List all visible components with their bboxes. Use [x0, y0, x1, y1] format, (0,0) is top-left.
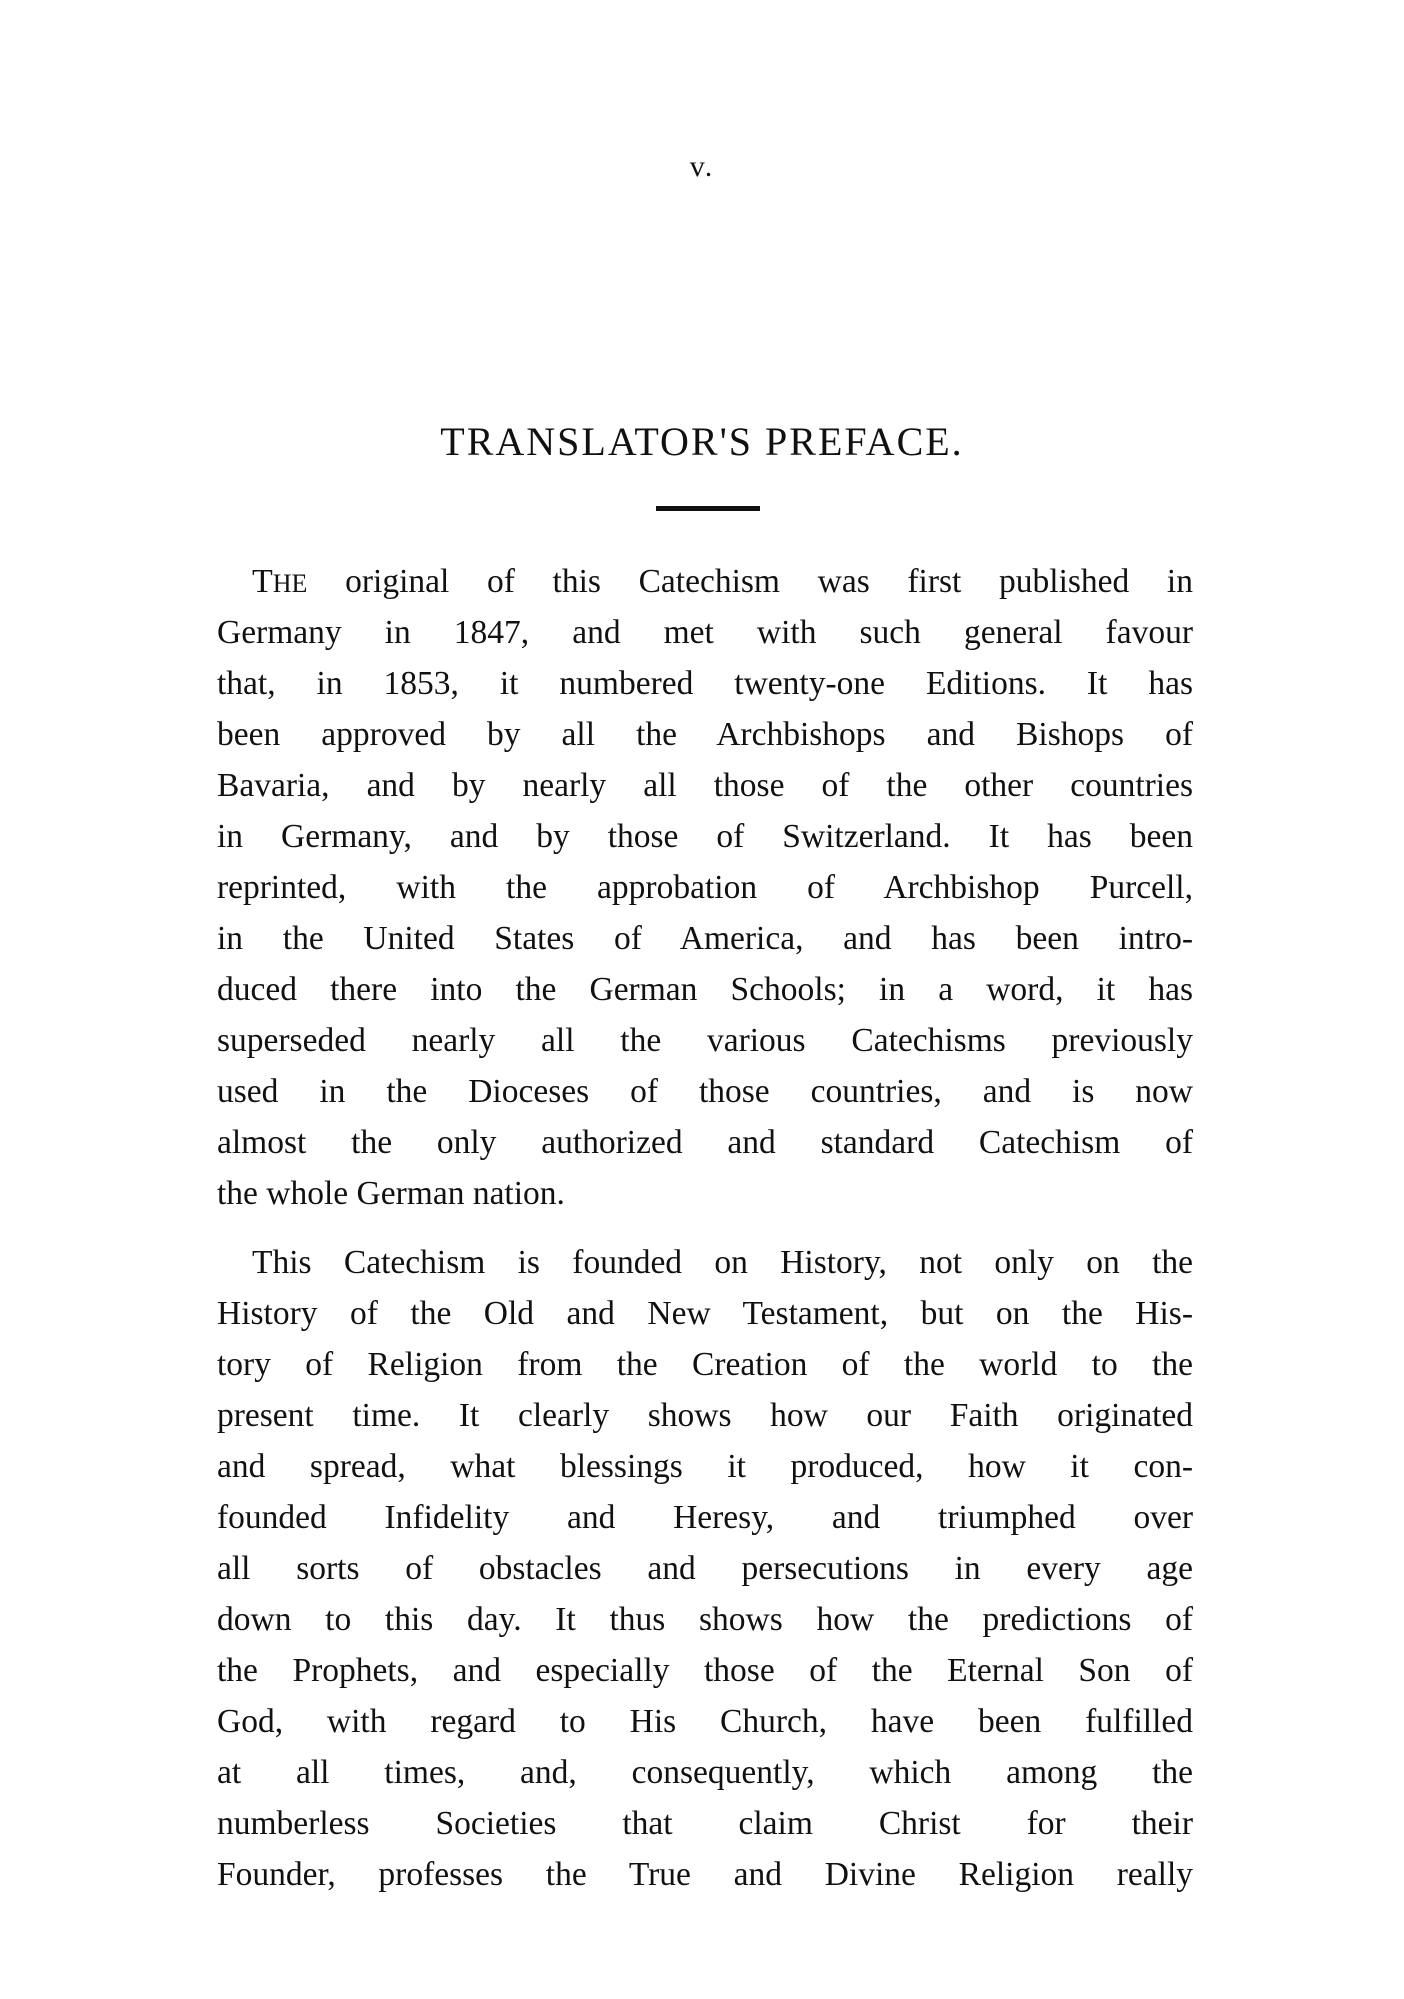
paragraph-2-line: numberless Societies that claim Christ for their: [217, 1805, 1193, 1842]
paragraph-2-line: tory of Religion from the Creation of the world to the: [217, 1346, 1193, 1383]
paragraph-1-line: been approved by all the Archbishops and Bishops of: [217, 716, 1193, 753]
paragraph-1-line-1-text: original of this Catechism was first published in: [307, 563, 1193, 600]
paragraph-1-line: almost the only authorized and standard Catechism of: [217, 1124, 1193, 1161]
paragraph-1-line: that, in 1853, it numbered twenty-one Editions. It has: [217, 665, 1193, 702]
paragraph-1-line: reprinted, with the approbation of Archbishop Purcell,: [217, 869, 1193, 906]
paragraph-2-line: History of the Old and New Testament, but on the His-: [217, 1295, 1193, 1332]
paragraph-1-line: in the United States of America, and has been intro-: [217, 920, 1193, 957]
paragraph-1: [217, 556, 1193, 1219]
paragraph-1-line: used in the Dioceses of those countries, and is now: [217, 1073, 1193, 1110]
paragraph-1-line: the whole German nation.: [217, 1175, 565, 1212]
paragraph-2-line: at all times, and, consequently, which among the: [217, 1754, 1193, 1791]
small-caps-lead-he: HE: [272, 569, 308, 598]
paragraph-2-line: God, with regard to His Church, have been fulfilled: [217, 1703, 1193, 1740]
paragraph-2-line: founded Infidelity and Heresy, and triumphed over: [217, 1499, 1193, 1536]
paragraph-2-line: and spread, what blessings it produced, how it con-: [217, 1448, 1193, 1485]
paragraph-1-line: duced there into the German Schools; in a word, it has: [217, 971, 1193, 1008]
small-caps-lead-t: T: [252, 563, 273, 600]
paragraph-2-line: This Catechism is founded on History, not only on the: [252, 1244, 1193, 1281]
paragraph-2-line: all sorts of obstacles and persecutions in every age: [217, 1550, 1193, 1587]
paragraph-2-line: Founder, professes the True and Divine Religion really: [217, 1856, 1193, 1893]
paragraph-2: [217, 1237, 1193, 1900]
paragraph-2-line: down to this day. It thus shows how the predictions of: [217, 1601, 1193, 1638]
paragraph-1-line: Germany in 1847, and met with such general favour: [217, 614, 1193, 651]
paragraph-1-line: in Germany, and by those of Switzerland. It has been: [217, 818, 1193, 855]
paragraph-1-line-1: [217, 556, 1193, 607]
page-number: v.: [689, 150, 715, 183]
paragraph-2-line: the Prophets, and especially those of the Eternal Son of: [217, 1652, 1193, 1689]
heading-rule: [656, 506, 760, 511]
paragraph-2-line: present time. It clearly shows how our Faith originated: [217, 1397, 1193, 1434]
paragraph-1-line: superseded nearly all the various Catechisms previously: [217, 1022, 1193, 1059]
section-heading: TRANSLATOR'S PREFACE.: [440, 419, 964, 464]
paragraph-1-line: Bavaria, and by nearly all those of the other countries: [217, 767, 1193, 804]
